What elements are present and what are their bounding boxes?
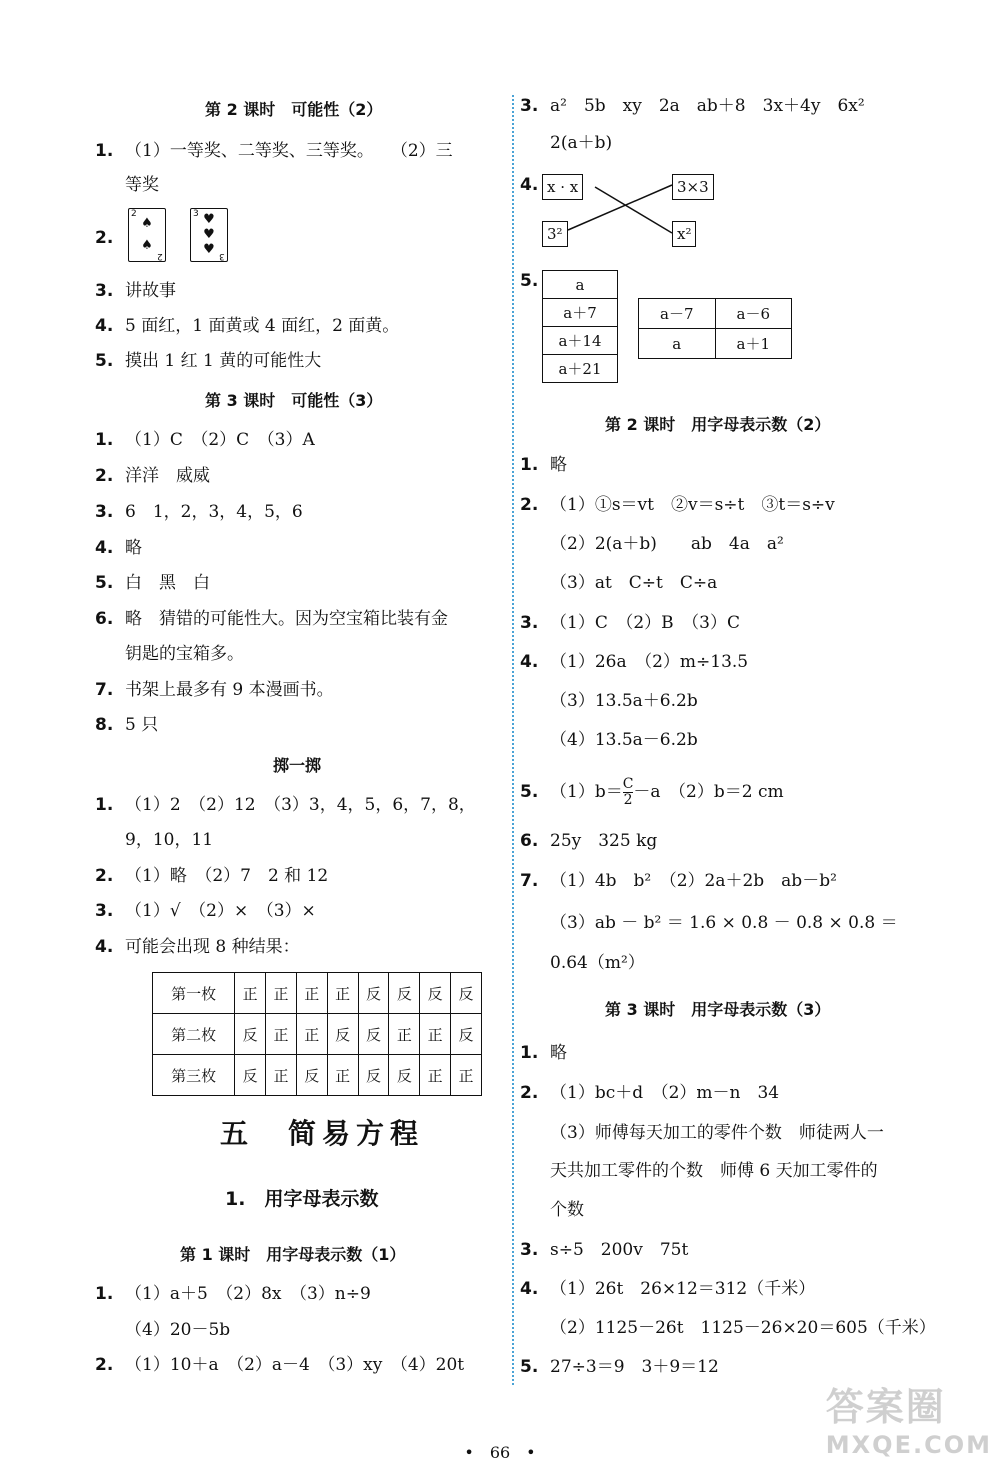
answer-5: 5. （1）b＝ $\frac{C}{2}$ －a （2）b＝2 cm [520,776,784,808]
table-cell: 正 [266,1055,297,1096]
heart-icon: ♥ [203,212,215,227]
table-cell: a＋7 [543,299,618,327]
table-cell: 反 [420,973,451,1014]
section-title: 1. 用字母表示数 [225,1188,379,1210]
table-cell: 反 [451,973,482,1014]
answer-1: 1. （1）a＋5 （2）8x （3）n÷9 [95,1284,371,1304]
table-cell: 正 [327,1055,358,1096]
answer-2: 2. [95,228,114,248]
table-cell: 反 [358,1014,389,1055]
answer-1: 1. （1）一等奖、二等奖、三等奖。 （2）三 [95,141,453,161]
neighbor-table [638,298,792,359]
table-cell: a [543,271,618,299]
site-watermark: 答案圈 MXQE.COM [825,1385,992,1459]
table-cell: 反 [451,1014,482,1055]
fraction: $\frac{C}{2}$ [622,776,634,808]
table-cell: 正 [389,1014,420,1055]
chapter-title: 五 简易方程 [220,1117,425,1150]
answer-2: 2. 洋洋 威威 [95,466,210,486]
heart-icon: ♥ [203,242,215,257]
answer-3: 3. （1）C （2）B （3）C [520,613,740,633]
spade-icon: ♠ [141,238,153,253]
answer-1-cont: （4）20－5b [125,1320,231,1340]
coin-results-table [152,972,482,1096]
table-cell: a [639,329,716,359]
answer-5: 5. [520,271,539,291]
heart-icon: ♥ [203,227,215,242]
expression-box: x² [672,221,696,247]
table-cell: 正 [296,973,327,1014]
answer-4: 4. （1）26t 26×12＝312（千米） [520,1279,816,1299]
table-cell: 反 [358,1055,389,1096]
table-row [543,355,618,383]
table-cell: a＋21 [543,355,618,383]
answer-2: 2. （1）①s＝vt ②v＝s÷t ③t＝s÷v [520,495,835,515]
answer-3-cont: 2(a＋b) [550,133,613,153]
answer-2-cont: （2）2(a＋b) ab 4a a² [550,534,784,554]
answer-2-cont: （3）师傅每天加工的零件个数 师徒两人一 [550,1123,884,1143]
table-cell: 反 [389,973,420,1014]
table-row [153,1014,482,1055]
table-row [153,973,482,1014]
answer-2: 2. （1）bc＋d （2）m－n 34 [520,1083,780,1103]
table-cell: a－7 [639,299,716,329]
table-cell: 第三枚 [153,1055,235,1096]
answer-2: 2. （1）略 （2）7 2 和 12 [95,866,329,886]
column-divider [512,95,514,1385]
answer-4: 4. （1）26a （2）m÷13.5 [520,652,749,672]
answer-3: 3. （1）√ （2）× （3）× [95,901,316,921]
table-row [543,299,618,327]
answer-7: 7. （1）4b b² （2）2a＋2b ab－b² [520,871,837,891]
answer-5: 5. 白 黑 白 [95,573,210,593]
answer-7-cont: 0.64（m²） [550,953,645,973]
answer-1-cont: 9，10，11 [125,830,214,850]
answer-1: 1. （1）C （2）C （3）A [95,430,315,450]
answer-1: 1. 略 [520,455,567,475]
expression-box: 3² [542,221,568,247]
answer-8: 8. 5 只 [95,715,159,735]
page-number: • 66 • [464,1443,536,1462]
answer-2: 2. （1）10＋a （2）a－4 （3）xy （4）20t [95,1355,465,1375]
lesson-heading-1: 第 1 课时 用字母表示数（1） [180,1245,406,1264]
answer-3: 3. 讲故事 [95,281,176,301]
answer-6-cont: 钥匙的宝箱多。 [125,644,244,664]
table-cell: 正 [266,1014,297,1055]
table-cell: 正 [451,1055,482,1096]
answer-3: 3. 6 1，2，3，4，5，6 [95,502,303,522]
table-cell: 反 [358,973,389,1014]
table-row [639,299,792,329]
table-cell: 反 [389,1055,420,1096]
table-cell: 正 [420,1055,451,1096]
answer-7-cont: （3）ab － b² ＝ 1.6 × 0.8 － 0.8 × 0.8 ＝ [550,913,898,933]
answer-4: 4. 5 面红，1 面黄或 4 面红，2 面黄。 [95,316,400,336]
table-cell: 反 [296,1055,327,1096]
table-row [543,271,618,299]
table-cell: 第一枚 [153,973,235,1014]
answer-4: 4. 可能会出现 8 种结果： [95,937,300,957]
table-cell: 正 [327,973,358,1014]
answer-5: 5. 摸出 1 红 1 黄的可能性大 [95,351,322,371]
answer-2-cont: 个数 [550,1200,584,1220]
table-cell: 反 [327,1014,358,1055]
lesson-heading-3: 第 3 课时 用字母表示数（3） [605,1000,831,1019]
answer-5: 5. 27÷3＝9 3＋9＝12 [520,1357,719,1377]
table-cell: 反 [235,1055,266,1096]
table-row [543,327,618,355]
spade-icon: ♠ [141,216,153,231]
table-cell: a－6 [715,299,792,329]
lesson-heading-2: 第 2 课时 用字母表示数（2） [605,415,831,434]
table-row [153,1055,482,1096]
answer-6: 6. 25y 325 kg [520,831,658,851]
answer-4: 4. 略 [95,538,142,558]
lesson-heading-3: 第 3 课时 可能性（3） [205,391,383,410]
table-cell: 正 [235,973,266,1014]
playing-card-heart: 3 ♥ ♥ ♥ 3 [190,208,228,262]
playing-card-spade: 2 ♠ ♠ 2 [128,208,166,262]
answer-4-cont: （2）1125－26t 1125－26×20＝605（千米） [550,1318,936,1338]
table-cell: 正 [420,1014,451,1055]
activity-heading: 掷一掷 [273,756,322,775]
table-cell: 正 [266,973,297,1014]
answer-1: 1. 略 [520,1043,567,1063]
answer-7: 7. 书架上最多有 9 本漫画书。 [95,680,334,700]
table-cell: a＋1 [715,329,792,359]
answer-3: 3. s÷5 200v 75t [520,1240,689,1260]
answer-6: 6. 略 猜错的可能性大。因为空宝箱比装有金 [95,609,448,629]
answer-4: 4. [520,175,539,195]
answer-2-cont: （3）at C÷t C÷a [550,573,718,593]
answer-1-cont: 等奖 [125,175,159,195]
answer-2-cont: 天共加工零件的个数 师傅 6 天加工零件的 [550,1161,878,1181]
expression-box: x · x [542,174,583,200]
table-row [639,329,792,359]
expression-box: 3×3 [672,174,714,200]
answer-4-cont: （4）13.5a－6.2b [550,730,698,750]
table-cell: 正 [296,1014,327,1055]
table-cell: 第二枚 [153,1014,235,1055]
lesson-heading-2: 第 2 课时 可能性（2） [205,100,383,119]
answer-1: 1. （1）2 （2）12 （3）3，4，5，6，7，8， [95,795,476,815]
table-cell: 反 [235,1014,266,1055]
table-cell: a＋14 [543,327,618,355]
sequence-table [542,270,618,383]
answer-3: 3. a² 5b xy 2a ab＋8 3x＋4y 6x² [520,96,865,116]
answer-4-cont: （3）13.5a＋6.2b [550,691,698,711]
